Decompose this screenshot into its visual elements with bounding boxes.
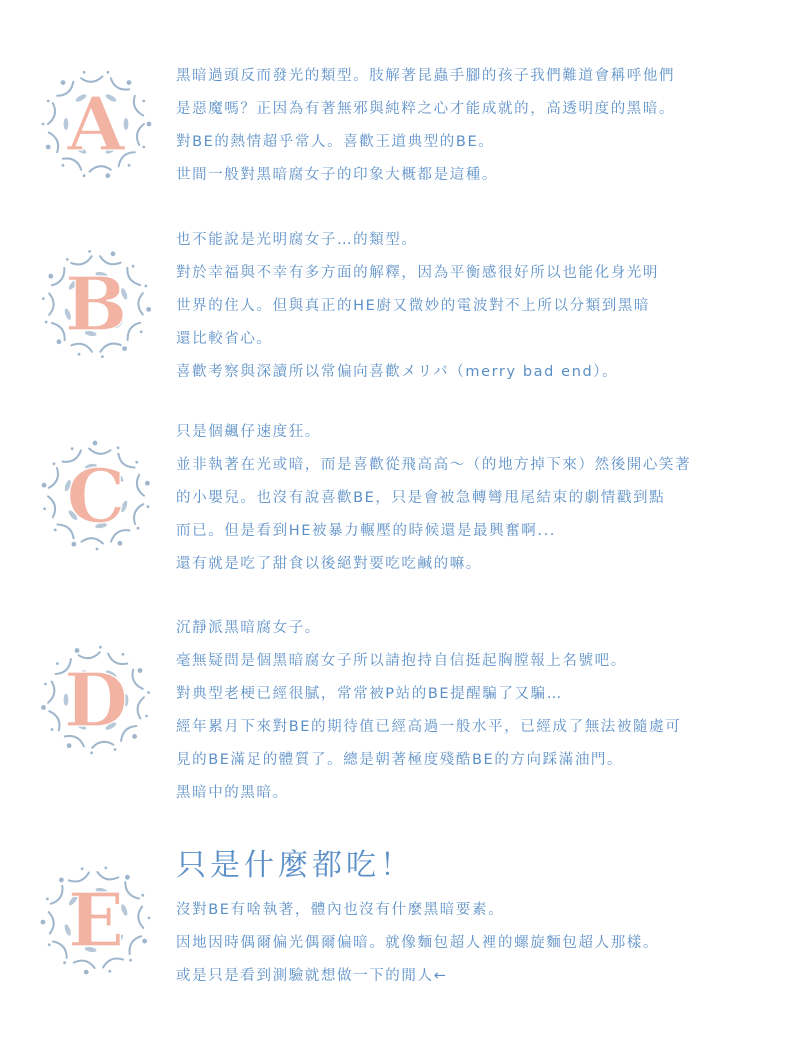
text-line: 只是個飆仔速度狂。 [176,424,321,440]
ornament-letter-c-icon [36,436,156,556]
letter-c: C [66,454,126,540]
text-line: 黑暗中的黑暗。 [176,785,289,801]
text-line: 世間一般對黑暗腐女子的印象大概都是這種。 [176,167,498,183]
section-heading: 只是什麼都吃！ [176,848,414,883]
letter-d: D [63,658,129,744]
letter-c-badge [36,436,156,556]
text-line: 對於幸福與不幸有多方面的解釋，因為平衡感很好所以也能化身光明 [176,265,659,281]
ornament-letter-b-icon [36,244,156,364]
letter-d-badge [36,640,156,760]
text-line: 世界的住人。但與真正的HE廚又微妙的電波對不上所以分類到黑暗 [176,298,651,314]
letter-e-badge [36,860,156,980]
letter-e: E [67,878,125,964]
text-line: 也不能說是光明腐女子…的類型。 [176,232,418,248]
text-line: 還有就是吃了甜食以後絕對要吃吃鹹的嘛。 [176,556,482,572]
text-line: 毫無疑問是個黑暗腐女子所以請抱持自信挺起胸膛報上名號吧。 [176,653,627,669]
text-line: 黑暗過頭反而發光的類型。肢解著昆蟲手腳的孩子我們難道會稱呼他們 [176,68,676,84]
text-line: 而已。但是看到HE被暴力輾壓的時候還是最興奮啊... [176,523,556,539]
text-line: 對典型老梗已經很膩，常常被P站的BE提醒騙了又騙… [176,686,563,702]
text-line: 的小嬰兒。也沒有說喜歡BE，只是會被急轉彎甩尾結束的劇情戳到點 [176,490,666,506]
text-line: 經年累月下來對BE的期待值已經高過一般水平，已經成了無法被隨處可 [176,719,682,735]
letter-a: A [67,82,125,168]
text-line: 是惡魔嗎？正因為有著無邪與純粹之心才能成就的，高透明度的黑暗。 [176,101,676,117]
text-line: 沒對BE有啥執著，體內也沒有什麼黑暗要素。 [176,902,505,918]
text-line: 或是只是看到測驗就想做一下的閒人← [176,968,448,984]
text-line: 對BE的熱情超乎常人。喜歡王道典型的BE。 [176,134,495,150]
letter-a-badge [36,64,156,184]
ornament-letter-d-icon [36,640,156,760]
ornament-letter-e-icon [36,860,156,980]
text-line: 還比較省心。 [176,331,273,347]
text-line: 見的BE滿足的體質了。總是朝著極度殘酷BE的方向踩滿油門。 [176,752,624,768]
text-line: 並非執著在光或暗，而是喜歡從飛高高～（的地方掉下來）然後開心笑著 [176,457,692,473]
letter-b-badge [36,244,156,364]
ornament-letter-a-icon [36,64,156,184]
letter-b: B [64,262,128,348]
text-line: 沉靜派黑暗腐女子。 [176,620,321,636]
text-line: 因地因時偶爾偏光偶爾偏暗。就像麵包超人裡的螺旋麵包超人那樣。 [176,935,659,951]
text-line: 喜歡考察與深讀所以常偏向喜歡メリバ（merry bad end）。 [176,364,619,380]
